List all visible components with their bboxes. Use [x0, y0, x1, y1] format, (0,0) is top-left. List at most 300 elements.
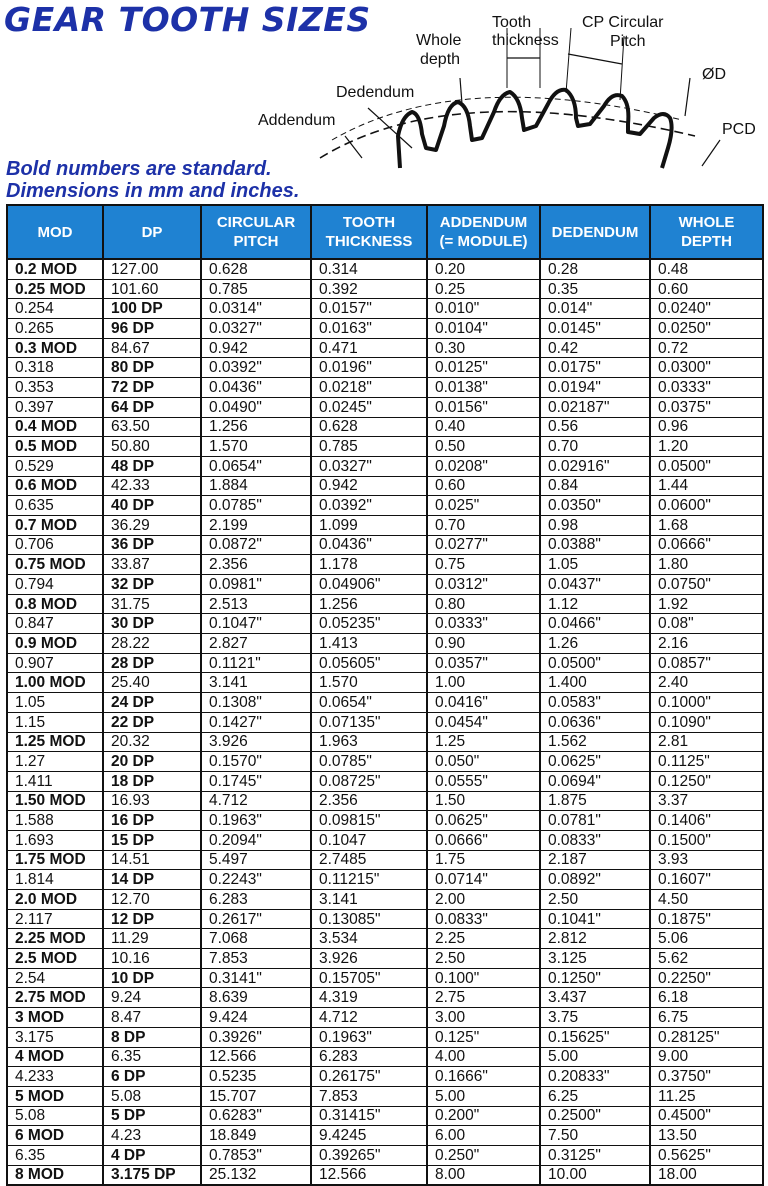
- cell-addendum: 2.00: [427, 890, 540, 910]
- cell-mod: 0.353: [7, 378, 103, 398]
- cell-addendum: 2.25: [427, 929, 540, 949]
- table-row: [7, 279, 763, 299]
- table-row: [7, 830, 763, 850]
- cell-tooth-thickness: 0.0218": [311, 378, 427, 398]
- cell-whole-depth: 0.0666": [650, 535, 763, 555]
- cell-dp: 64 DP: [103, 397, 201, 417]
- cell-tooth-thickness: 0.628: [311, 417, 427, 437]
- cell-whole-depth: 2.16: [650, 634, 763, 654]
- cell-dp: 32 DP: [103, 575, 201, 595]
- cell-circular-pitch: 1.884: [201, 476, 311, 496]
- cell-dedendum: 2.187: [540, 850, 650, 870]
- cell-mod: 6 MOD: [7, 1126, 103, 1146]
- table-row: [7, 1145, 763, 1165]
- cell-tooth-thickness: 4.712: [311, 1008, 427, 1028]
- cell-addendum: 0.250": [427, 1145, 540, 1165]
- header-circular-pitch: CIRCULAR PITCH: [201, 205, 311, 259]
- table-row: [7, 890, 763, 910]
- cell-tooth-thickness: 0.05605": [311, 653, 427, 673]
- cell-tooth-thickness: 0.0654": [311, 693, 427, 713]
- cell-dedendum: 0.0694": [540, 771, 650, 791]
- cell-whole-depth: 0.0240": [650, 299, 763, 319]
- label-tooth-2: thickness: [492, 32, 559, 49]
- cell-dedendum: 0.0437": [540, 575, 650, 595]
- cell-addendum: 1.00: [427, 673, 540, 693]
- cell-dp: 6 DP: [103, 1067, 201, 1087]
- table-row: [7, 437, 763, 457]
- cell-mod: 1.814: [7, 870, 103, 890]
- table-row: [7, 870, 763, 890]
- table-row: [7, 614, 763, 634]
- cell-dp: 31.75: [103, 594, 201, 614]
- cell-mod: 2.75 MOD: [7, 988, 103, 1008]
- cell-whole-depth: 0.1406": [650, 811, 763, 831]
- cell-circular-pitch: 0.1427": [201, 712, 311, 732]
- cell-circular-pitch: 2.827: [201, 634, 311, 654]
- cell-dedendum: 0.02187": [540, 397, 650, 417]
- cell-circular-pitch: 0.0981": [201, 575, 311, 595]
- cell-circular-pitch: 5.497: [201, 850, 311, 870]
- cell-dp: 5.08: [103, 1086, 201, 1106]
- cell-mod: 0.847: [7, 614, 103, 634]
- cell-dp: 72 DP: [103, 378, 201, 398]
- cell-dedendum: 0.0194": [540, 378, 650, 398]
- cell-dedendum: 0.15625": [540, 1027, 650, 1047]
- cell-addendum: 2.75: [427, 988, 540, 1008]
- cell-addendum: 0.25: [427, 279, 540, 299]
- cell-dp: 80 DP: [103, 358, 201, 378]
- cell-mod: 0.318: [7, 358, 103, 378]
- cell-dp: 28.22: [103, 634, 201, 654]
- cell-addendum: 0.050": [427, 752, 540, 772]
- cell-addendum: 6.00: [427, 1126, 540, 1146]
- cell-mod: 0.794: [7, 575, 103, 595]
- cell-dedendum: 0.56: [540, 417, 650, 437]
- cell-dp: 16.93: [103, 791, 201, 811]
- cell-dedendum: 0.0781": [540, 811, 650, 831]
- cell-mod: 0.2 MOD: [7, 259, 103, 279]
- cell-whole-depth: 0.72: [650, 338, 763, 358]
- cell-mod: 1.693: [7, 830, 103, 850]
- cell-dp: 63.50: [103, 417, 201, 437]
- cell-dp: 15 DP: [103, 830, 201, 850]
- cell-tooth-thickness: 0.942: [311, 476, 427, 496]
- cell-mod: 0.529: [7, 456, 103, 476]
- table-row: [7, 1008, 763, 1028]
- cell-addendum: 3.00: [427, 1008, 540, 1028]
- cell-addendum: 0.125": [427, 1027, 540, 1047]
- cell-mod: 2.54: [7, 968, 103, 988]
- cell-addendum: 0.30: [427, 338, 540, 358]
- cell-dedendum: 1.400: [540, 673, 650, 693]
- cell-tooth-thickness: 0.08725": [311, 771, 427, 791]
- cell-whole-depth: 0.0250": [650, 319, 763, 339]
- cell-addendum: 0.0714": [427, 870, 540, 890]
- cell-tooth-thickness: 0.1963": [311, 1027, 427, 1047]
- cell-dp: 18 DP: [103, 771, 201, 791]
- cell-whole-depth: 9.00: [650, 1047, 763, 1067]
- label-pcd: PCD: [722, 121, 756, 138]
- cell-tooth-thickness: 0.15705": [311, 968, 427, 988]
- cell-addendum: 2.50: [427, 949, 540, 969]
- table-row: [7, 417, 763, 437]
- label-dedendum: Dedendum: [336, 84, 415, 101]
- cell-dedendum: 0.3125": [540, 1145, 650, 1165]
- cell-tooth-thickness: 9.4245: [311, 1126, 427, 1146]
- cell-circular-pitch: 0.1047": [201, 614, 311, 634]
- cell-dedendum: 1.12: [540, 594, 650, 614]
- cell-whole-depth: 0.28125": [650, 1027, 763, 1047]
- cell-mod: 1.25 MOD: [7, 732, 103, 752]
- cell-addendum: 0.1666": [427, 1067, 540, 1087]
- cell-whole-depth: 11.25: [650, 1086, 763, 1106]
- cell-dedendum: 10.00: [540, 1165, 650, 1185]
- cell-mod: 0.706: [7, 535, 103, 555]
- cell-mod: 1.00 MOD: [7, 673, 103, 693]
- cell-mod: 0.25 MOD: [7, 279, 103, 299]
- table-row: [7, 909, 763, 929]
- cell-circular-pitch: 0.0490": [201, 397, 311, 417]
- cell-addendum: 0.010": [427, 299, 540, 319]
- cell-tooth-thickness: 3.926: [311, 949, 427, 969]
- cell-tooth-thickness: 0.0196": [311, 358, 427, 378]
- cell-mod: 8 MOD: [7, 1165, 103, 1185]
- table-row: [7, 771, 763, 791]
- cell-circular-pitch: 9.424: [201, 1008, 311, 1028]
- cell-whole-depth: 0.0500": [650, 456, 763, 476]
- label-addendum: Addendum: [258, 112, 336, 129]
- cell-circular-pitch: 1.256: [201, 417, 311, 437]
- cell-whole-depth: 0.1500": [650, 830, 763, 850]
- cell-dp: 16 DP: [103, 811, 201, 831]
- cell-circular-pitch: 2.513: [201, 594, 311, 614]
- cell-dedendum: 0.0636": [540, 712, 650, 732]
- cell-dp: 12.70: [103, 890, 201, 910]
- cell-dedendum: 0.014": [540, 299, 650, 319]
- cell-tooth-thickness: 0.1047: [311, 830, 427, 850]
- cell-dedendum: 0.0500": [540, 653, 650, 673]
- cell-addendum: 0.0357": [427, 653, 540, 673]
- note-units: Dimensions in mm and inches.: [6, 180, 300, 202]
- cell-whole-depth: 0.1607": [650, 870, 763, 890]
- cell-whole-depth: 13.50: [650, 1126, 763, 1146]
- cell-addendum: 0.0312": [427, 575, 540, 595]
- cell-circular-pitch: 0.1745": [201, 771, 311, 791]
- table-row: [7, 850, 763, 870]
- cell-dp: 22 DP: [103, 712, 201, 732]
- cell-dedendum: 0.70: [540, 437, 650, 457]
- cell-tooth-thickness: 12.566: [311, 1165, 427, 1185]
- table-row: [7, 575, 763, 595]
- cell-whole-depth: 0.0750": [650, 575, 763, 595]
- table-row: [7, 1047, 763, 1067]
- cell-dp: 40 DP: [103, 496, 201, 516]
- cell-circular-pitch: 0.5235: [201, 1067, 311, 1087]
- cell-dp: 8 DP: [103, 1027, 201, 1047]
- cell-whole-depth: 0.4500": [650, 1106, 763, 1126]
- cell-mod: 6.35: [7, 1145, 103, 1165]
- cell-mod: 5 MOD: [7, 1086, 103, 1106]
- gear-teeth-profile: [398, 90, 672, 168]
- gear-size-table: [6, 204, 764, 1186]
- cell-dp: 100 DP: [103, 299, 201, 319]
- cell-dp: 10 DP: [103, 968, 201, 988]
- cell-mod: 0.8 MOD: [7, 594, 103, 614]
- cell-whole-depth: 0.48: [650, 259, 763, 279]
- cell-dp: 11.29: [103, 929, 201, 949]
- cell-whole-depth: 0.0333": [650, 378, 763, 398]
- cell-dp: 96 DP: [103, 319, 201, 339]
- cell-whole-depth: 6.75: [650, 1008, 763, 1028]
- cell-mod: 2.5 MOD: [7, 949, 103, 969]
- header-addendum: ADDENDUM (= MODULE): [427, 205, 540, 259]
- page-title: GEAR TOOTH SIZES: [4, 0, 371, 39]
- cell-mod: 0.254: [7, 299, 103, 319]
- cell-circular-pitch: 0.0327": [201, 319, 311, 339]
- cell-whole-depth: 5.62: [650, 949, 763, 969]
- table-row: [7, 535, 763, 555]
- table-row: [7, 1027, 763, 1047]
- header-mod: MOD: [7, 205, 103, 259]
- cell-whole-depth: 2.40: [650, 673, 763, 693]
- cell-addendum: 0.80: [427, 594, 540, 614]
- cell-circular-pitch: 0.1570": [201, 752, 311, 772]
- cell-dp: 6.35: [103, 1047, 201, 1067]
- cell-mod: 0.7 MOD: [7, 515, 103, 535]
- cell-circular-pitch: 15.707: [201, 1086, 311, 1106]
- table-header-row: [7, 205, 763, 259]
- cell-dp: 28 DP: [103, 653, 201, 673]
- cell-dp: 25.40: [103, 673, 201, 693]
- cell-circular-pitch: 0.1963": [201, 811, 311, 831]
- cell-dedendum: 7.50: [540, 1126, 650, 1146]
- cell-dedendum: 0.0175": [540, 358, 650, 378]
- table-row: [7, 515, 763, 535]
- table-row: [7, 456, 763, 476]
- cell-dp: 50.80: [103, 437, 201, 457]
- table-row: [7, 259, 763, 279]
- cell-addendum: 0.0138": [427, 378, 540, 398]
- cell-dp: 12 DP: [103, 909, 201, 929]
- cell-whole-depth: 0.1250": [650, 771, 763, 791]
- cell-whole-depth: 0.96: [650, 417, 763, 437]
- table-row: [7, 476, 763, 496]
- cell-dedendum: 0.0466": [540, 614, 650, 634]
- cell-addendum: 0.0833": [427, 909, 540, 929]
- cell-whole-depth: 0.1875": [650, 909, 763, 929]
- cell-mod: 1.588: [7, 811, 103, 831]
- cell-circular-pitch: 0.2094": [201, 830, 311, 850]
- table-row: [7, 319, 763, 339]
- table-row: [7, 712, 763, 732]
- cell-addendum: 0.0625": [427, 811, 540, 831]
- cell-whole-depth: 0.3750": [650, 1067, 763, 1087]
- header-dp: DP: [103, 205, 201, 259]
- cell-circular-pitch: 0.3926": [201, 1027, 311, 1047]
- cell-circular-pitch: 0.0872": [201, 535, 311, 555]
- cell-tooth-thickness: 0.0327": [311, 456, 427, 476]
- cell-dp: 5 DP: [103, 1106, 201, 1126]
- cell-tooth-thickness: 1.963: [311, 732, 427, 752]
- cell-addendum: 0.60: [427, 476, 540, 496]
- cell-tooth-thickness: 0.05235": [311, 614, 427, 634]
- cell-dp: 24 DP: [103, 693, 201, 713]
- label-cp-2: Pitch: [610, 33, 646, 50]
- cell-addendum: 1.25: [427, 732, 540, 752]
- cell-dp: 14.51: [103, 850, 201, 870]
- cell-circular-pitch: 3.926: [201, 732, 311, 752]
- cell-mod: 5.08: [7, 1106, 103, 1126]
- cell-addendum: 4.00: [427, 1047, 540, 1067]
- cell-mod: 2.0 MOD: [7, 890, 103, 910]
- cell-mod: 0.9 MOD: [7, 634, 103, 654]
- cell-circular-pitch: 0.3141": [201, 968, 311, 988]
- table-row: [7, 929, 763, 949]
- table-row: [7, 496, 763, 516]
- cell-addendum: 1.50: [427, 791, 540, 811]
- cell-circular-pitch: 4.712: [201, 791, 311, 811]
- cell-circular-pitch: 0.7853": [201, 1145, 311, 1165]
- cell-whole-depth: 0.08": [650, 614, 763, 634]
- cell-dedendum: 2.50: [540, 890, 650, 910]
- cell-addendum: 1.75: [427, 850, 540, 870]
- cell-dedendum: 0.0145": [540, 319, 650, 339]
- cell-dedendum: 0.0625": [540, 752, 650, 772]
- cell-tooth-thickness: 1.099: [311, 515, 427, 535]
- cell-dedendum: 0.0350": [540, 496, 650, 516]
- cell-addendum: 0.0156": [427, 397, 540, 417]
- cell-tooth-thickness: 0.04906": [311, 575, 427, 595]
- cell-dedendum: 0.0583": [540, 693, 650, 713]
- cell-circular-pitch: 7.853: [201, 949, 311, 969]
- table-row: [7, 338, 763, 358]
- cell-circular-pitch: 0.0314": [201, 299, 311, 319]
- cell-mod: 2.117: [7, 909, 103, 929]
- cell-dp: 101.60: [103, 279, 201, 299]
- cell-dp: 3.175 DP: [103, 1165, 201, 1185]
- cell-tooth-thickness: 0.0245": [311, 397, 427, 417]
- table-row: [7, 653, 763, 673]
- cell-dedendum: 0.42: [540, 338, 650, 358]
- cell-addendum: 0.200": [427, 1106, 540, 1126]
- cell-dp: 4 DP: [103, 1145, 201, 1165]
- table-row: [7, 949, 763, 969]
- cell-mod: 1.75 MOD: [7, 850, 103, 870]
- table-row: [7, 732, 763, 752]
- cell-circular-pitch: 0.1308": [201, 693, 311, 713]
- cell-circular-pitch: 3.141: [201, 673, 311, 693]
- cell-whole-depth: 0.0375": [650, 397, 763, 417]
- cell-dp: 36 DP: [103, 535, 201, 555]
- cell-dp: 8.47: [103, 1008, 201, 1028]
- cell-dedendum: 6.25: [540, 1086, 650, 1106]
- cell-whole-depth: 5.06: [650, 929, 763, 949]
- cell-circular-pitch: 0.1121": [201, 653, 311, 673]
- cell-addendum: 0.0333": [427, 614, 540, 634]
- cell-dedendum: 0.0388": [540, 535, 650, 555]
- cell-dp: 4.23: [103, 1126, 201, 1146]
- table-row: [7, 378, 763, 398]
- cell-dedendum: 0.0892": [540, 870, 650, 890]
- cell-mod: 1.50 MOD: [7, 791, 103, 811]
- cell-whole-depth: 0.60: [650, 279, 763, 299]
- cell-addendum: 0.0125": [427, 358, 540, 378]
- cell-circular-pitch: 0.628: [201, 259, 311, 279]
- cell-tooth-thickness: 0.13085": [311, 909, 427, 929]
- cell-addendum: 0.100": [427, 968, 540, 988]
- cell-tooth-thickness: 1.413: [311, 634, 427, 654]
- cell-whole-depth: 0.1000": [650, 693, 763, 713]
- label-cp-1: CP Circular: [582, 14, 664, 31]
- table-body: [7, 259, 763, 1185]
- cell-dedendum: 0.0833": [540, 830, 650, 850]
- cell-dedendum: 0.2500": [540, 1106, 650, 1126]
- cell-mod: 0.3 MOD: [7, 338, 103, 358]
- cell-addendum: 0.90: [427, 634, 540, 654]
- cell-mod: 3 MOD: [7, 1008, 103, 1028]
- cell-dedendum: 3.437: [540, 988, 650, 1008]
- cell-mod: 0.397: [7, 397, 103, 417]
- cell-tooth-thickness: 0.314: [311, 259, 427, 279]
- label-whole-depth-1: Whole: [416, 32, 462, 49]
- cell-dedendum: 0.84: [540, 476, 650, 496]
- table-row: [7, 988, 763, 1008]
- cell-tooth-thickness: 0.39265": [311, 1145, 427, 1165]
- cell-whole-depth: 0.0300": [650, 358, 763, 378]
- cell-dedendum: 0.1250": [540, 968, 650, 988]
- cell-circular-pitch: 1.570: [201, 437, 311, 457]
- cell-circular-pitch: 0.942: [201, 338, 311, 358]
- cell-tooth-thickness: 2.7485: [311, 850, 427, 870]
- cell-addendum: 0.50: [427, 437, 540, 457]
- cell-addendum: 0.20: [427, 259, 540, 279]
- cell-whole-depth: 0.2250": [650, 968, 763, 988]
- table-row: [7, 791, 763, 811]
- cell-whole-depth: 1.68: [650, 515, 763, 535]
- cell-tooth-thickness: 0.0163": [311, 319, 427, 339]
- cell-circular-pitch: 6.283: [201, 890, 311, 910]
- cell-dp: 9.24: [103, 988, 201, 1008]
- cell-tooth-thickness: 1.178: [311, 555, 427, 575]
- cell-circular-pitch: 0.6283": [201, 1106, 311, 1126]
- cell-dp: 48 DP: [103, 456, 201, 476]
- cell-whole-depth: 6.18: [650, 988, 763, 1008]
- cell-circular-pitch: 0.0654": [201, 456, 311, 476]
- cell-addendum: 5.00: [427, 1086, 540, 1106]
- cell-addendum: 0.75: [427, 555, 540, 575]
- header-tooth-thickness: TOOTH THICKNESS: [311, 205, 427, 259]
- cell-mod: 4.233: [7, 1067, 103, 1087]
- table-row: [7, 1106, 763, 1126]
- cell-addendum: 0.0666": [427, 830, 540, 850]
- table-row: [7, 634, 763, 654]
- cell-addendum: 0.0208": [427, 456, 540, 476]
- cell-mod: 1.15: [7, 712, 103, 732]
- cell-dedendum: 2.812: [540, 929, 650, 949]
- cell-tooth-thickness: 3.141: [311, 890, 427, 910]
- cell-dp: 127.00: [103, 259, 201, 279]
- cell-dedendum: 0.02916": [540, 456, 650, 476]
- cell-circular-pitch: 7.068: [201, 929, 311, 949]
- table-row: [7, 397, 763, 417]
- table-row: [7, 811, 763, 831]
- cell-addendum: 0.0454": [427, 712, 540, 732]
- cell-dedendum: 5.00: [540, 1047, 650, 1067]
- cell-whole-depth: 3.37: [650, 791, 763, 811]
- cell-dedendum: 1.562: [540, 732, 650, 752]
- cell-dedendum: 0.28: [540, 259, 650, 279]
- header-dedendum: DEDENDUM: [540, 205, 650, 259]
